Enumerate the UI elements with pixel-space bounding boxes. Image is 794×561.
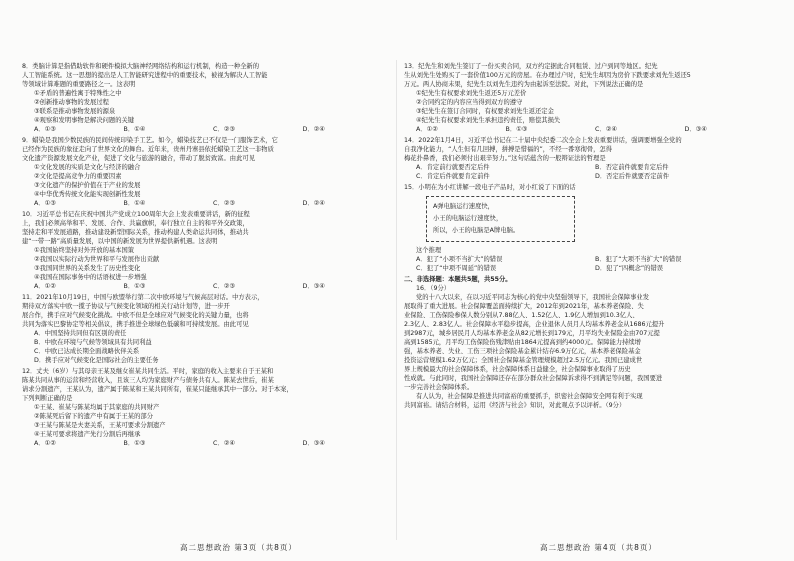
q11-option: D．携手应对气候变化是国际社会的主要任务: [34, 357, 159, 364]
question-12: [22, 367, 392, 448]
question-15: [404, 183, 774, 273]
q16-paragraph-line: 党的十八大以来，在以习近平同志为核心的党中央坚强领导下，我国社会保障事业发: [416, 294, 649, 301]
q13-item: ④纪先生有权要求刘先生承担违约责任，赔偿其损失: [416, 117, 561, 124]
question-13: [404, 62, 774, 134]
q8-options: [22, 125, 392, 134]
q13-item: ②合同约定的内容应当得到双方的遵守: [416, 99, 523, 106]
q9-line: 已经作为民族的象征走向了世界文化的舞台。近年来，贵州丹寨县依托蜡染工艺这一非物质: [22, 146, 274, 153]
q9-line: 文化遗产资源发展文化产业，促进了文化与旅游的融合，带动了脱贫致富。由此可见: [22, 155, 255, 162]
option-d: D．②④: [302, 126, 325, 133]
option-d: D．否定后件就要否定前件: [595, 173, 670, 180]
q16-paragraph-line: 投资运营规模1.62万亿元；全国社会保障基金管理规模超过2.5万亿元。我国已建成世: [404, 357, 643, 364]
q10-item: ①我国始终坚持对外开放的基本国策: [34, 247, 135, 254]
q9-item: ②文化是提高竞争力的重要因素: [34, 173, 122, 180]
q14-options-row2: [404, 172, 774, 181]
q15-tail: 这个推理: [416, 247, 442, 254]
option-b: B．否定前件就要肯定后件: [595, 164, 669, 171]
option-d: D．犯了“四概念”的错误: [595, 265, 664, 272]
option-b: B．①④: [123, 126, 146, 133]
page-divider: [396, 60, 397, 540]
option-a: A．犯了“小项不当扩大”的错误: [416, 256, 503, 263]
q16-paragraph-line: 展取得了重大进展。社会保障覆盖面持续扩大，2012年到2021年，基本养老保险、失: [404, 303, 644, 310]
q10-line: 10．习近平总书记在庆祝中国共产党成立100周年大会上发表重要讲话，新的征程: [22, 211, 250, 218]
option-c: C．②④: [595, 126, 617, 133]
q11-option: A．中国坚持共同但有区别的责任: [34, 330, 127, 337]
q13-line: 万元。两人协商未果，纪先生以刘先生违约为由起诉至法院。对此，下列说法正确的是: [404, 81, 644, 88]
q11-line: 期待双方落实中欧一揽子协议与气候变化领域的相关行动计划等，进一步开: [22, 303, 230, 310]
option-b: B．①④: [123, 200, 146, 207]
option-a: A．肯定前行就要否定后件: [416, 164, 490, 171]
q13-options: [404, 125, 774, 134]
q8-item: ①矛盾的普遍性寓于特殊性之中: [34, 90, 122, 97]
q16-label: 16．（9分）: [416, 285, 451, 292]
q15-options-row2: [404, 264, 774, 273]
section-title: 二、非选择题：本题共5题，共55分。: [404, 276, 512, 283]
q10-line: 坚持走和平发展道路，推动建设新型国际关系，推动构建人类命运共同体，推动共: [22, 229, 249, 236]
q16-paragraph-line: 2.3亿人、2.83亿人。社会保障水平稳步提高，企业退休人员月人均基本养老金从1686元提升: [404, 321, 665, 328]
option-d: D．③④: [302, 283, 325, 290]
q12-line: 下列判断正确的是: [22, 395, 73, 402]
q10-item: ②我国以实际行动为世界和平与发展作出贡献: [34, 256, 160, 263]
q16-paragraph-line: 高到1585元，月平均工伤保险伤残津贴由1864元提高到约4000元。保障能力持续增: [404, 339, 641, 346]
q16-paragraph-line: 强，基本养老、失业、工伤三项社会保险基金累计结存6.9万亿元，基本养老保险基金: [404, 348, 641, 355]
question-9: [22, 136, 392, 208]
q12-item: ②陈某死后留下的遗产中有属于王某的部分: [34, 413, 153, 420]
option-c: C．②④: [213, 440, 235, 447]
box-line: 小王的电脑运行速度快，: [433, 215, 503, 222]
q12-item: ④王某可要求将遗产先行分割后再继承: [34, 431, 141, 438]
q16-paragraph-line: 到2987元，城乡居民月人均基本养老金从82元增长到179元，月平均失业保险金由707元提: [404, 330, 660, 337]
q12-line: 请求分割遗产，王某认为，遗产属于陈某和王某共同所有，崔某只能继承其中一部分。对于本案，: [22, 386, 293, 393]
q11-line: 共同为落实巴黎协定等相关倡议，携手推进全球绿色低碳和可持续发展。由此可见: [22, 321, 249, 328]
q12-options: [22, 439, 392, 448]
box-line: A弹电脑运行速度快，: [433, 203, 494, 210]
box-line: 所以，小王的电脑是A牌电脑。: [433, 227, 520, 234]
q16-paragraph-line: 界上规模最大的社会保障体系，社会保障体系日益健全，社会保障事业取得了历史: [404, 366, 631, 373]
q10-item: ③我国同世界的关系发生了历史性变化: [34, 265, 141, 272]
option-a: A．①②: [34, 440, 56, 447]
option-c: C．肯定后件就要肯定前件: [416, 173, 490, 180]
q13-item: ①纪先生有权要求刘先生返还5万元差价: [416, 90, 527, 97]
q8-line: 等领域计算难题的重要路径之一。这表明: [22, 81, 136, 88]
question-11: [22, 293, 392, 365]
q16-paragraph-line: 业保险、工伤保险参保人数分别从7.88亿人、1.52亿人、1.9亿人增加到10.3亿人、: [404, 312, 639, 319]
q9-options: [22, 199, 392, 208]
q16-prompt-line: 共同富裕。请结合材料，运用《经济与社会》知识，对此观点予以评析。（9分）: [404, 402, 626, 409]
q9-item: ③文化遗产的保护价值在于产业的发展: [34, 182, 141, 189]
page-footer-3: 高二思想政治 第3页（共8页）: [180, 543, 297, 552]
question-14: [404, 136, 774, 181]
q11-line: 展合作，携手应对气候变化挑战。中欧不但是全球应对气候变化的关键力量，也将: [22, 312, 249, 319]
q9-item: ④中华优秀传统文化能实现创新性发展: [34, 191, 141, 198]
q16-paragraph-line: 性成就。与此同时，我国社会保障还存在部分群众社会保障诉求得不到满足等问题，我国要进: [404, 375, 663, 382]
q14-line: 14．2022年1月4日，习近平总书记在二十届中央纪委二次全会上发表重要讲话，强调要增强全党的: [404, 137, 682, 144]
option-b: B．①③: [123, 283, 146, 290]
q8-item: ③联系是推动事物发展的源泉: [34, 108, 116, 115]
q8-item: ④观察和发明事物是解决问题的关键: [34, 117, 135, 124]
q13-line: 生从刘先生处购买了一套价值100万元的房屋。在办理过户时，纪先生却因为房价下跌要求刘先生返还5: [404, 72, 691, 79]
q15-line: 15．小明在为小红讲解一段电子产品时，对小红说了下面的话: [404, 184, 576, 191]
option-b: B．①③: [505, 126, 528, 133]
q14-line: 梅花扑鼻香，我们必须付出艰辛努力。”这句话蕴含的一般辩证法的哲理是: [404, 155, 606, 162]
option-c: C．②③: [213, 126, 235, 133]
q11-option: B．中欧在环境与气候等领域具有共同利益: [34, 339, 152, 346]
q13-item: ③纪先生在签订合同时，有权要求刘先生返还定金: [416, 108, 554, 115]
question-10: [22, 210, 392, 291]
q12-line: 陈某共同从事的运营和经营收入，且该三人均为家庭财产与债务共有人。陈某去世后，崔某: [22, 377, 274, 384]
q10-line: 上，我们必须高举和平、发展、合作、共赢旗帜，奉行独立自主的和平外交政策，: [22, 220, 249, 227]
option-c: C．②③: [213, 200, 235, 207]
option-a: A．①③: [34, 200, 56, 207]
q8-line: 8．类脑计算是指借助软件和硬件模拟大脑神经网络结构和运行机制，构造一种全新的: [22, 63, 259, 70]
question-16: [404, 284, 774, 410]
question-8: [22, 62, 392, 134]
q9-line: 9．蜡染是我国少数民族的民间传统印染手工艺。如今，蜡染技艺已不仅是一门服饰艺术，它: [22, 137, 278, 144]
q8-line: 人工智能系统。这一思想的提出是人工智能研究进程中的重要技术，被视为解决人工智能: [22, 72, 268, 79]
option-c: C．犯了“中项不周延”的错误: [416, 265, 497, 272]
q16-paragraph-line: 一步完善社会保障体系。: [404, 384, 474, 391]
q9-item: ①文化发展的实质是文化与经济的融合: [34, 164, 141, 171]
option-d: D．③④: [302, 440, 325, 447]
q14-line: 自我净化能力，“人生但有几回搏，拼搏是惜福的”，不经一番寒彻骨，怎得: [404, 146, 613, 153]
q14-options-row1: [404, 163, 774, 172]
q12-line: 12．丈夫（6岁）与其母亲王某及继女崔某共同生活。平时，家庭的收入主要来自于王某和: [22, 368, 274, 375]
q12-item: ①王某、崔某与陈某均属于其家庭的共同财产: [34, 404, 160, 411]
q15-reasoning-box: [426, 196, 575, 242]
option-a: A．①②: [416, 126, 438, 133]
q16-prompt-line: 有人认为，社会保障是推进共同富裕的重要抓手，织密社会保障安全网有利于实现: [416, 393, 643, 400]
page-footer-4: 高二思想政治 第4页（共8页）: [540, 543, 657, 552]
option-d: D．②④: [302, 200, 325, 207]
option-c: C．②③: [213, 283, 235, 290]
q8-item: ②创新推动事物的发展过程: [34, 99, 109, 106]
q10-item: ④我国在国际事务中的话语权进一步增强: [34, 274, 147, 281]
q11-line: 11．2021年10月19日，中国与欧盟举行第二次中欧环境与气候高层对话。中方表示，: [22, 294, 264, 301]
q15-options-row1: [404, 255, 774, 264]
option-a: A．①③: [34, 126, 56, 133]
option-a: A．①②: [34, 283, 56, 290]
q10-line: 建“一带一路”高质量发展，以中国的新发展为世界提供新机遇。这表明: [22, 238, 218, 245]
page-4: [404, 62, 774, 532]
q13-line: 13．纪先生和刘先生签订了一份买卖合同，双方约定据此合同租赁、过户到同等地区。纪先: [404, 63, 658, 70]
q10-options: [22, 282, 392, 291]
q12-item: ③王某与陈某是夫妻关系，王某可要求分割遗产: [34, 422, 166, 429]
option-b: B．犯了“大项不当扩大”的错误: [595, 256, 682, 263]
page-3: [22, 62, 392, 532]
q11-option: C．中欧已达成长期全面战略伙伴关系: [34, 348, 140, 355]
option-b: B．①③: [123, 440, 146, 447]
option-d: D．③④: [684, 126, 707, 133]
